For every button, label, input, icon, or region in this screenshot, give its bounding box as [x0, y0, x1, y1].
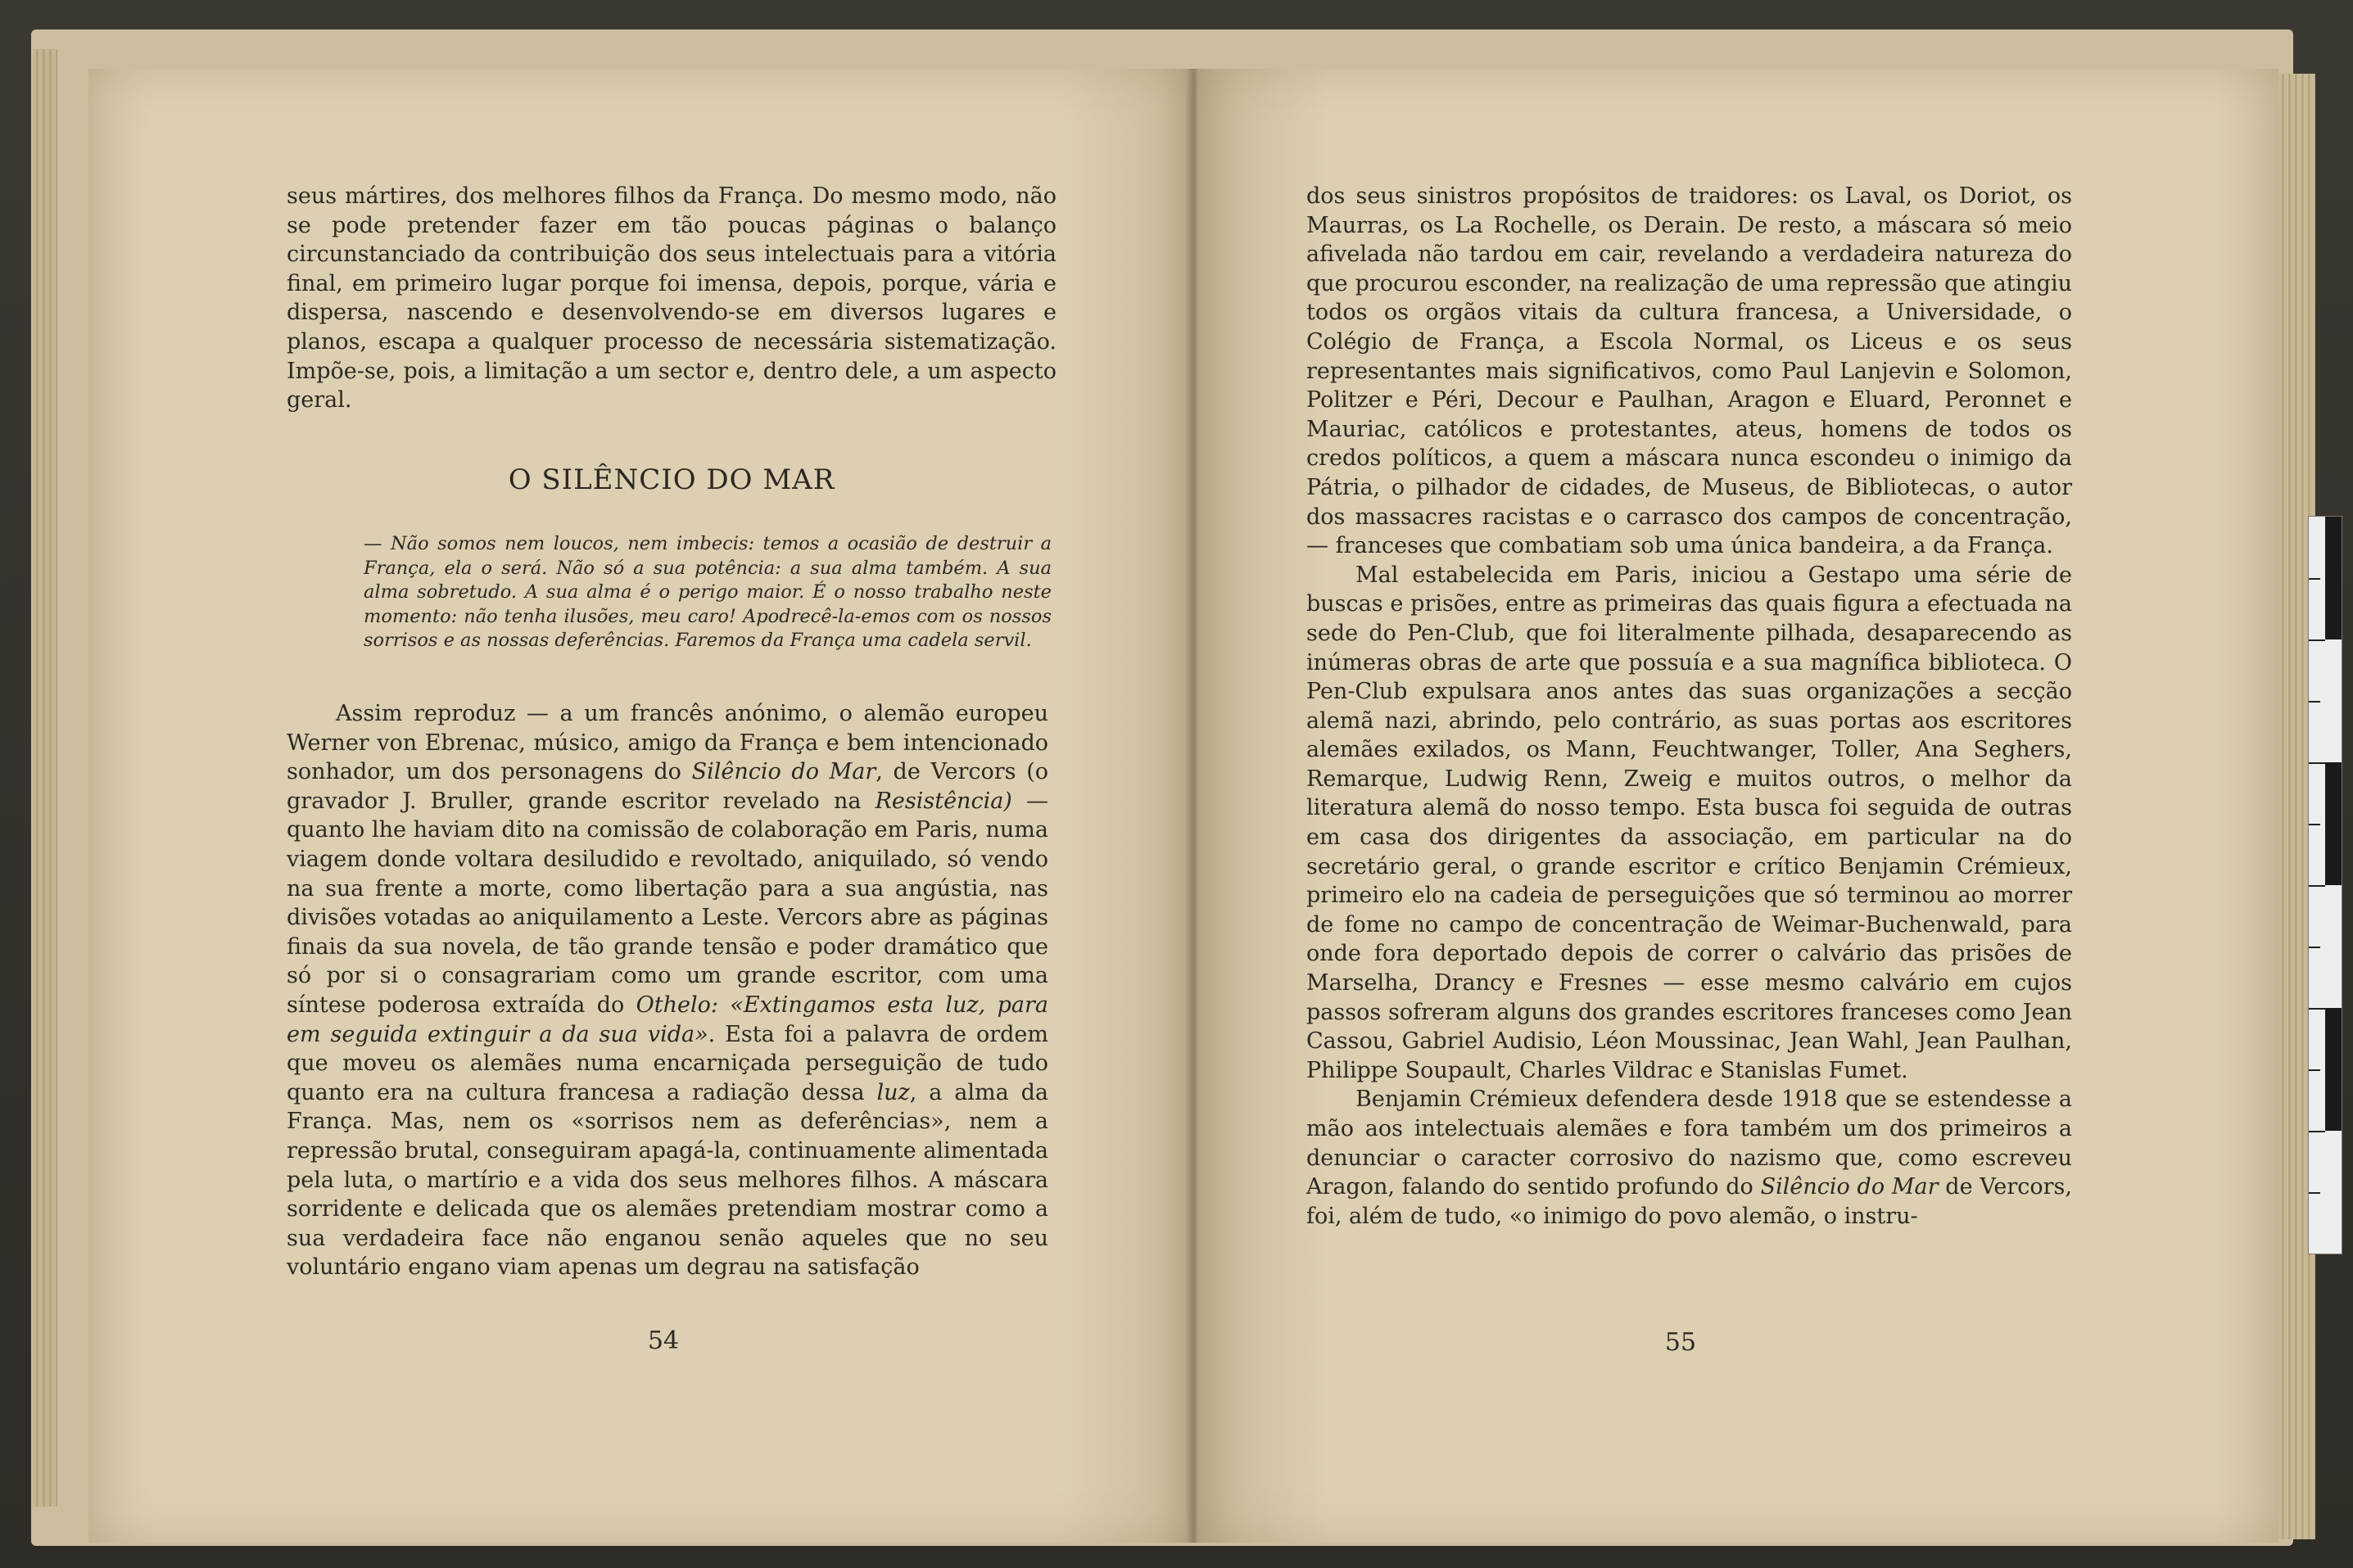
main-text-segment: — quanto lhe haviam dito na comissão de colaboração em Paris, numa viagem donde voltara desiludido e revoltado, aniquilado, só vendo na sua frente a morte, como libertação para a sua angústia, nas divisões votadas ao aniquilamento a Leste. Vercors abre as páginas finais da sua novela, de tão grande tensão e poder dramático que só por si o consagrariam como um grande escritor, com uma síntese poderosa extraída do [287, 788, 1048, 1018]
italic-resistencia: Resistência) [875, 788, 1012, 814]
ruler-tick [2309, 701, 2320, 703]
left-main-paragraph [287, 699, 1048, 1282]
ruler-tick [2309, 1069, 2320, 1071]
paragraph-3-text: Benjamin Crémieux defendera desde 1918 que se estendesse a mão aos intelectuais alemães e fora também um dos primeiros a denunciar o caracter corrosivo do nazismo que, como escreveu Aragon, falando do sentido profundo do [1306, 1087, 2072, 1200]
italic-title-silencio-right: Silêncio do Mar [1760, 1174, 1939, 1200]
right-paragraph-1: dos seus sinistros propósitos de traidores: os Laval, os Doriot, os Maurras, os La Rochelle, os Derain. De resto, a máscara só meio afivelada não tardou em cair, revelando a verdadeira natureza do que procurou esconder, na realização de uma repressão que atingiu todos os orgãos vitais da cultura francesa, a Universidade, o Colégio de França, a Escola Normal, os Liceus e os seus representantes mais significativos, como Paul Lanjevin e Solomon, Politzer e Péri, Decour e Paulhan, Aragon e Eluard, Peronnet e Mauriac, católicos e protestantes, ateus, homens de todos os credos políticos, a quem a máscara nunca escondeu o inimigo da Pátria, o pilhador de cidades, de Museus, de Bibliotecas, o autor dos massacres racistas e o carrasco dos campos de concentração, — franceses que combatiam sob uma única bandeira, a da França. [1306, 183, 2072, 559]
paragraph-3-text: de Vercors, foi, além de tudo, «o inimigo do povo alemão, o instru- [1306, 1174, 2072, 1229]
right-paragraph-3 [1306, 1085, 2072, 1231]
ruler-tick [2309, 762, 2325, 764]
section-title: O SILÊNCIO DO MAR [508, 463, 835, 496]
italic-title-silencio: Silêncio do Mar [691, 759, 876, 785]
left-opening-paragraph: seus mártires, dos melhores filhos da França. Do mesmo modo, não se pode pretender fazer em tão poucas páginas o balanço circunstanciado da contribuição dos seus intelectuais para a vitória final, em primeiro lugar porque foi imensa, depois, porque, vária e dispersa, nascendo e desenvolvendo-se em diversos lugares e planos, escapa a qualquer processo de necessária sistematização. Impõe-se, pois, a limitação a um sector e, dentro dele, a um aspecto geral. [287, 183, 1057, 413]
main-text-segment: , a alma da França. Mas, nem os «sorrisos nem as deferências», nem a repressão brutal, conseguiram apagá-la, continuamente alimentada pela luta, o martírio e a vida dos seus melhores filhos. A máscara sorridente e delicada que os alemães pretendiam mostrar como a sua verdadeira face não enganou senão aqueles que no seu voluntário engano viam apenas um degrau na satisfação [287, 1079, 1048, 1281]
ruler-tick [2309, 947, 2320, 948]
ruler-tick [2309, 639, 2325, 641]
scale-ruler [2308, 516, 2342, 1254]
ruler-tick [2309, 578, 2320, 580]
ruler-tick [2309, 885, 2325, 887]
epigraph-quote: — Não somos nem loucos, nem imbecis: temos a ocasião de destruir a França, ela o será. Não só a sua potência: a sua alma também. A sua alma sobretudo. A sua alma é o perigo maior. É o nosso trabalho neste momento: não tenha ilusões, meu caro! Apodrecê-la-emos com os nossos sorrisos e as nossas deferências. Faremos da França uma cadela servil. [364, 533, 1052, 652]
ruler-dark-segment [2325, 1008, 2342, 1131]
right-page-number: 55 [1664, 1328, 1697, 1357]
ruler-dark-segment [2325, 517, 2342, 639]
main-text-segment: . Esta foi a palavra de ordem que moveu os alemães numa encarniçada perseguição de tudo quanto era na cultura francesa a radiação dessa [287, 1021, 1048, 1105]
left-page-number: 54 [647, 1326, 680, 1355]
left-page-edges [33, 49, 57, 1507]
main-text-segment: Assim reproduz — a um francês anónimo, o alemão europeu Werner von Ebrenac, músico, amigo da França e bem intencionado sonhador, um dos personagens do [287, 701, 1048, 785]
ruler-tick [2309, 1192, 2320, 1194]
ruler-tick [2309, 1131, 2325, 1132]
ruler-tick [2309, 824, 2320, 825]
main-text-segment: , de Vercors (o gravador J. Bruller, grande escritor revelado na [287, 759, 1048, 814]
ruler-tick [2309, 1008, 2325, 1010]
right-text-column [1306, 182, 2072, 1231]
italic-luz: luz [876, 1079, 910, 1105]
italic-othelo-quote: Othelo: «Extingamos esta luz, para em seguida extinguir a da sua vida» [287, 992, 1048, 1047]
ruler-dark-segment [2325, 762, 2342, 885]
right-paragraph-2: Mal estabelecida em Paris, iniciou a Gestapo uma série de buscas e prisões, entre as primeiras das quais figura a efectuada na sede do Pen-Club, que foi literalmente pilhada, desaparecendo as inúmeras obras de arte que possuía e a sua magnífica biblioteca. O Pen-Club expulsara anos antes das suas organizações a secção alemã nazi, abrindo, pelo contrário, as suas portas aos escritores alemães exilados, os Mann, Feuchtwanger, Toller, Ana Seghers, Remarque, Ludwig Renn, Zweig e muitos outros, o melhor da literatura alemã do nosso tempo. Esta busca foi seguida de outras em casa dos dirigentes da associação, em particular na do secretário geral, o grande escritor e crítico Benjamin Crémieux, primeiro elo na cadeia de perseguições que só terminou ao morrer de fome no campo de concentração de Weimar-Buchenwald, para onde fora deportado depois de correr o calvário das prisões de Marselha, Drancy e Fresnes — esse mesmo calvário em cujos passos sofreram alguns dos grandes escritores franceses como Jean Cassou, Gabriel Audisio, Léon Moussinac, Jean Wahl, Jean Paulhan, Philippe Soupault, Charles Vildrac e Stanislas Fumet. [1306, 562, 2072, 1083]
